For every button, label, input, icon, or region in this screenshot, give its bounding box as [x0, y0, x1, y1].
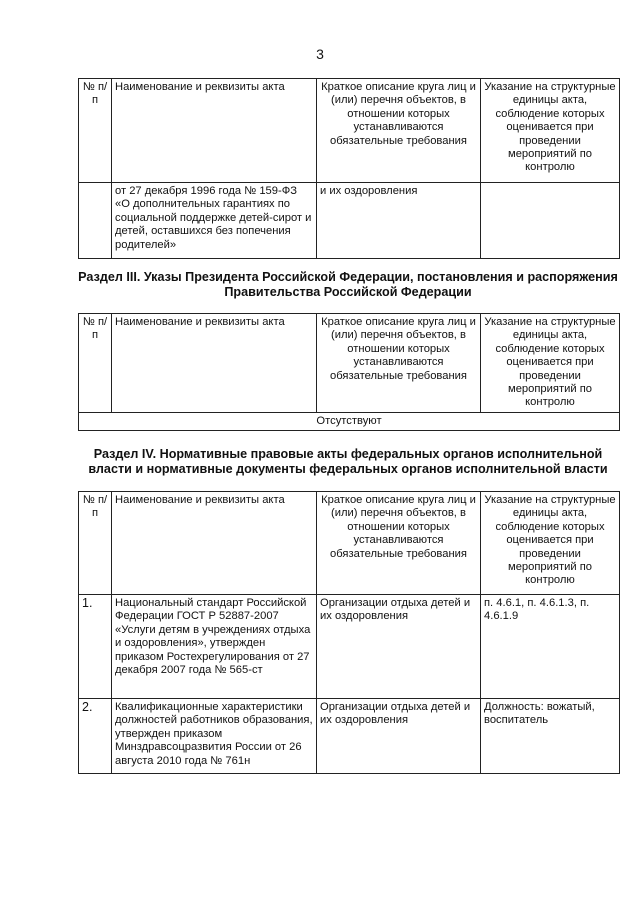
header-num: № п/п — [79, 79, 112, 183]
row-description: и их оздоровления — [317, 183, 481, 259]
row-num: 2. — [79, 699, 112, 774]
header-name: Наименование и реквизиты акта — [112, 314, 317, 413]
table-row — [79, 183, 620, 259]
table-header-row — [79, 79, 620, 183]
row-num: 1. — [79, 595, 112, 699]
header-reference: Указание на структурные единицы акта, соблюдение которых оценивается при проведении мероприятий по контролю — [481, 492, 620, 595]
header-name: Наименование и реквизиты акта — [112, 492, 317, 595]
header-description: Краткое описание круга лиц и (или) перечня объектов, в отношении которых устанавливаются обязательные требования — [317, 492, 481, 595]
row-description: Организации отдыха детей и их оздоровления — [317, 699, 481, 774]
header-num: № п/п — [79, 492, 112, 595]
header-description: Краткое описание круга лиц и (или) перечня объектов, в отношении которых устанавливаются обязательные требования — [317, 314, 481, 413]
table-row — [79, 595, 620, 699]
section-3-title: Раздел III. Указы Президента Российской Федерации, постановления и распоряжения Правительства Российской Федерации — [78, 270, 618, 299]
row-reference — [481, 183, 620, 259]
table-section-3 — [78, 313, 620, 431]
page-number: 3 — [316, 46, 324, 62]
table-header-row — [79, 492, 620, 595]
row-reference: п. 4.6.1, п. 4.6.1.3, п. 4.6.1.9 — [481, 595, 620, 699]
header-name: Наименование и реквизиты акта — [112, 79, 317, 183]
row-description: Организации отдыха детей и их оздоровления — [317, 595, 481, 699]
row-reference: Должность: вожатый, воспитатель — [481, 699, 620, 774]
row-name: Квалификационные характеристики должностей работников образования, утвержден приказом Минздравсоцразвития России от 26 августа 2010 года № 761н — [112, 699, 317, 774]
table-section-4 — [78, 491, 620, 774]
absent-text: Отсутствуют — [79, 412, 620, 430]
header-reference: Указание на структурные единицы акта, соблюдение которых оценивается при проведении мероприятий по контролю — [481, 79, 620, 183]
header-num: № п/п — [79, 314, 112, 413]
table-continuation — [78, 78, 620, 259]
header-reference: Указание на структурные единицы акта, соблюдение которых оценивается при проведении мероприятий по контролю — [481, 314, 620, 413]
row-name: Национальный стандарт Российской Федерации ГОСТ Р 52887-2007 «Услуги детям в учреждениях отдыха и оздоровления», утвержден приказом Ростехрегулирования от 27 декабря 2007 года № 565-ст — [112, 595, 317, 699]
section-4-title: Раздел IV. Нормативные правовые акты федеральных органов исполнительной власти и нормативные документы федеральных органов исполнительной власти — [88, 447, 608, 476]
row-num — [79, 183, 112, 259]
table-row — [79, 699, 620, 774]
table-row-empty — [79, 412, 620, 430]
table-header-row — [79, 314, 620, 413]
header-description: Краткое описание круга лиц и (или) перечня объектов, в отношении которых устанавливаются обязательные требования — [317, 79, 481, 183]
row-name: от 27 декабря 1996 года № 159-ФЗ «О дополнительных гарантиях по социальной поддержке детей-сирот и детей, оставшихся без попечения родителей» — [112, 183, 317, 259]
